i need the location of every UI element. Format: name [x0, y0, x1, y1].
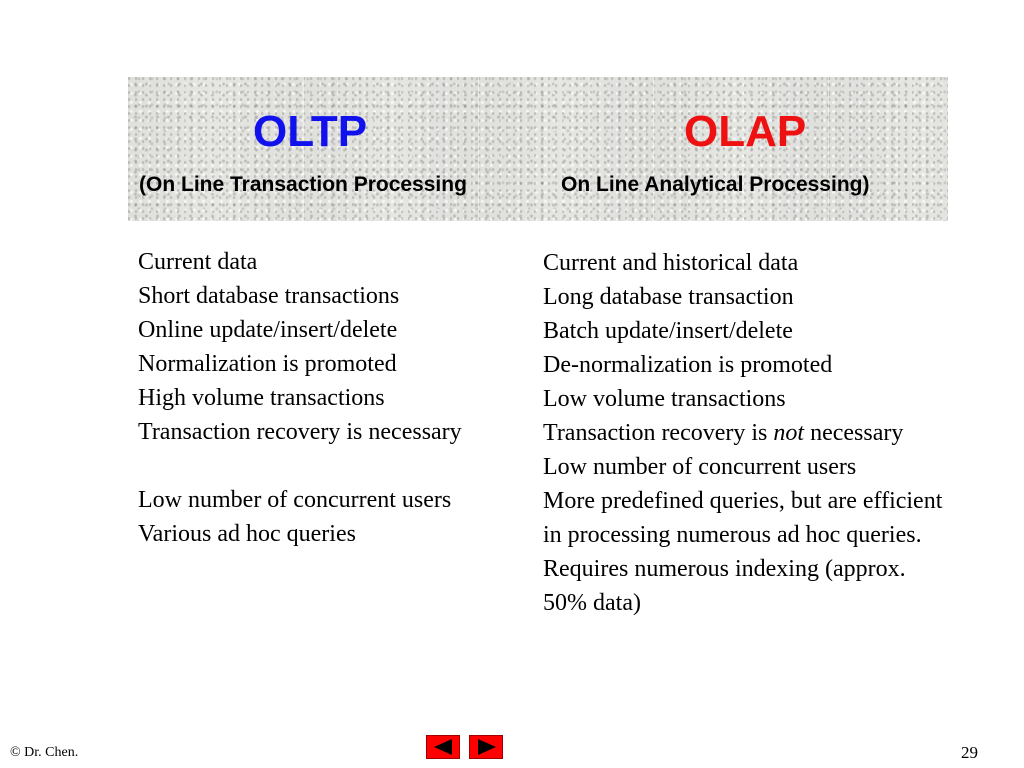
- oltp-item: Current data: [138, 249, 258, 275]
- right-triangle-icon: [470, 736, 502, 758]
- previous-slide-button[interactable]: [426, 735, 460, 759]
- olap-item: Long database transaction: [543, 284, 794, 310]
- oltp-characteristics-list: [138, 245, 530, 551]
- olap-item: Low volume transactions: [543, 386, 786, 412]
- next-slide-button[interactable]: [469, 735, 503, 759]
- oltp-item: Short database transactions: [138, 283, 400, 309]
- olap-item-text: necessary: [804, 420, 904, 446]
- page-number: 29: [961, 743, 978, 762]
- oltp-item: Online update/insert/delete: [138, 317, 398, 343]
- oltp-item: Various ad hoc queries: [138, 521, 356, 547]
- olap-item: Current and historical data: [543, 250, 799, 276]
- copyright-symbol: ©: [10, 745, 21, 760]
- oltp-title: OLTP: [253, 107, 368, 156]
- oltp-item: High volume transactions: [138, 385, 385, 411]
- emphasis-not: not: [773, 420, 805, 446]
- copyright-notice: [10, 744, 78, 762]
- olap-item: Batch update/insert/delete: [543, 318, 793, 344]
- texture-seam: [828, 77, 829, 221]
- olap-title: OLAP: [684, 107, 807, 156]
- olap-characteristics-list: [543, 246, 943, 620]
- left-triangle-icon: [427, 736, 459, 758]
- texture-seam: [653, 77, 654, 221]
- olap-item: Low number of concurrent users: [543, 454, 857, 480]
- olap-subtitle: On Line Analytical Processing): [561, 173, 870, 196]
- olap-item-text: Transaction recovery is: [543, 420, 774, 446]
- header-band: [128, 77, 948, 221]
- oltp-subtitle: (On Line Transaction Processing: [139, 173, 467, 196]
- olap-item: More predefined queries, but are efficient in processing numerous ad hoc queries. Requires numerous indexing (approx. 50% data): [543, 488, 943, 616]
- oltp-item: Low number of concurrent users: [138, 487, 452, 513]
- olap-item-recovery: [543, 416, 943, 450]
- oltp-item: Normalization is promoted: [138, 351, 397, 377]
- texture-seam: [478, 77, 479, 221]
- olap-item: De-normalization is promoted: [543, 352, 833, 378]
- oltp-item: Transaction recovery is necessary: [138, 419, 462, 445]
- list-spacer: [138, 449, 530, 483]
- author-name: Dr. Chen.: [20, 745, 79, 760]
